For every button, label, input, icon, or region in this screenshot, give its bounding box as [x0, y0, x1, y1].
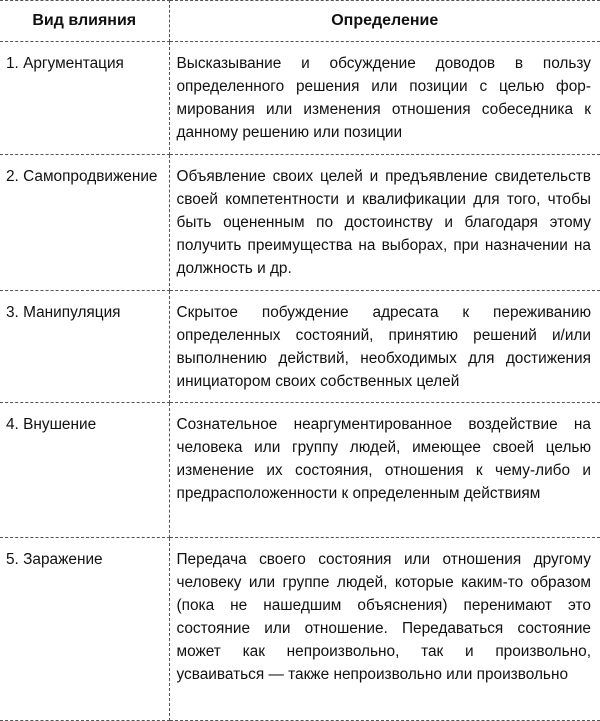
table-row: [0, 403, 600, 538]
table-row: [0, 42, 600, 155]
table-row: [0, 291, 600, 403]
row-definition: Сознательное неаргументированное воздействие на человека или группу людей, имеющее своей целью изменение их состояния, отношения к чему-либо и предрасположенности к определенным действиям: [169, 403, 600, 538]
table-body: [0, 42, 600, 721]
row-definition: Скрытое побуждение адресата к переживанию определенных состояний, принятию решений и/или выполнению действий, необходимых для достижения инициатором своих собственных целей: [169, 291, 600, 403]
header-row: [0, 1, 600, 42]
table-row: [0, 155, 600, 291]
table-header: [0, 1, 600, 42]
row-definition: Объявление своих целей и предъявление свидетельств своей компетентности и квалификации для того, чтобы быть оцененным по достоинству и благодаря этому получить преимущества на выборах, при назначении на должность и др.: [169, 155, 600, 291]
row-definition: Высказывание и обсуждение доводов в пользу определенного решения или позиции с целью формирования или изменения отношения собеседника к данному решению или позиции: [169, 42, 600, 155]
row-kind: 2. Самопродвижение: [0, 155, 169, 291]
header-kind: Вид влияния: [0, 1, 169, 42]
row-kind: 3. Манипуляция: [0, 291, 169, 403]
row-kind: 4. Внушение: [0, 403, 169, 538]
header-definition: Определение: [169, 1, 600, 42]
row-kind: 1. Аргументация: [0, 42, 169, 155]
row-kind: 5. Заражение: [0, 538, 169, 721]
table-row: [0, 538, 600, 721]
row-definition: Передача своего состояния или отношения другому человеку или группе людей, которые каким-то образом (пока не нашедшим объяснения) перенимают это состояние или отношение. Передаваться состояние может как непроизвольно, так и произвольно, усваиваться — также непроизвольно или произвольно: [169, 538, 600, 721]
